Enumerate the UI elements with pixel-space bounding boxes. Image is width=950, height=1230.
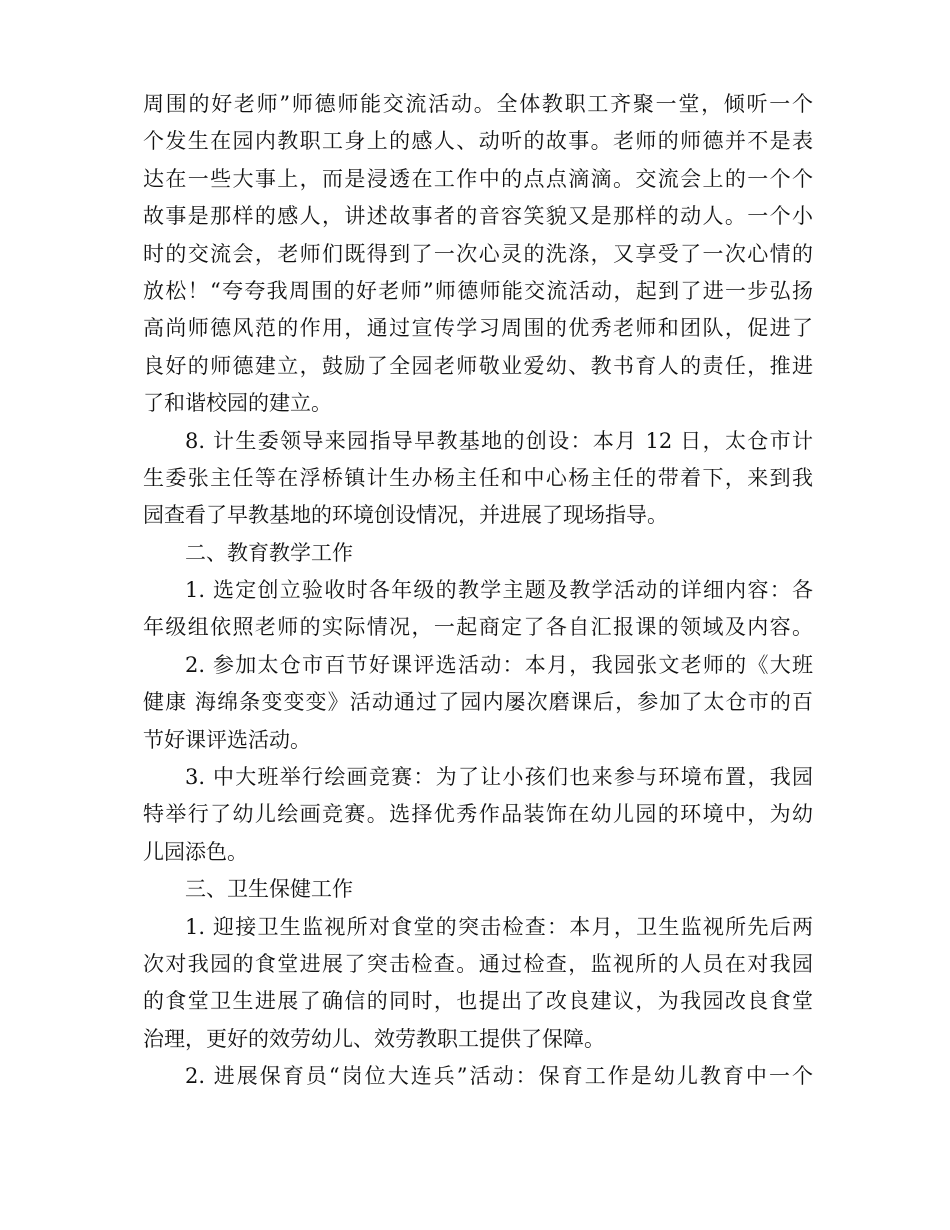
text-line: 达在一些大事上，而是浸透在工作中的点点滴滴。交流会上的一个个: [143, 166, 813, 191]
text-line: 治理，更好的效劳幼儿、效劳教职工提供了保障。: [143, 1026, 605, 1051]
text-line: 二、教育教学工作: [185, 540, 353, 565]
text-line: 了和谐校园的建立。: [143, 391, 332, 416]
text-line: 年级组依照老师的实际情况，一起商定了各自汇报课的领域及内容。: [143, 615, 813, 640]
text-line: 园查看了早教基地的环境创设情况，并进展了现场指导。: [143, 503, 668, 528]
text-line: 1. 选定创立验收时各年级的教学主题及教学活动的详细内容：各: [185, 578, 813, 603]
text-line: 良好的师德建立，鼓励了全园老师敬业爱幼、教书育人的责任，推进: [143, 353, 813, 378]
text-line: 次对我园的食堂进展了突击检查。通过检查，监视所的人员在对我园: [143, 951, 813, 976]
text-line: 健康 海绵条变变变》活动通过了园内屡次磨课后，参加了太仓市的百: [143, 690, 813, 715]
text-line: 2. 进展保育员“岗位大连兵”活动：保育工作是幼儿教育中一个: [185, 1064, 813, 1089]
text-line: 高尚师德风范的作用，通过宣传学习周围的优秀老师和团队，促进了: [143, 316, 813, 341]
text-line: 的食堂卫生进展了确信的同时，也提出了改良建议，为我园改良食堂: [143, 989, 813, 1014]
text-line: 三、卫生保健工作: [185, 877, 353, 902]
text-line: 个发生在园内教职工身上的感人、动听的故事。老师的师德并不是表: [143, 129, 813, 154]
text-line: 生委张主任等在浮桥镇计生办杨主任和中心杨主任的带着下，来到我: [143, 465, 813, 490]
text-line: 周围的好老师”师德师能交流活动。全体教职工齐聚一堂，倾听一个: [143, 92, 813, 116]
text-line: 1. 迎接卫生监视所对食堂的突击检查：本月，卫生监视所先后两: [185, 914, 813, 939]
text-line: 故事是那样的感人，讲述故事者的音容笑貌又是那样的动人。一个小: [143, 204, 813, 229]
text-line: 放松！“夸夸我周围的好老师”师德师能交流活动，起到了进一步弘扬: [143, 278, 813, 303]
text-line: 8. 计生委领导来园指导早教基地的创设：本月 12 日，太仓市计: [185, 428, 813, 453]
text-line: 3. 中大班举行绘画竞赛：为了让小孩们也来参与环境布置，我园: [185, 765, 813, 790]
text-line: 节好课评选活动。: [143, 727, 311, 752]
text-line: 时的交流会，老师们既得到了一次心灵的洗涤，又享受了一次心情的: [143, 241, 813, 266]
document-body: [143, 86, 813, 1096]
text-line: 2. 参加太仓市百节好课评选活动：本月，我园张文老师的《大班: [185, 652, 813, 677]
text-line: 特举行了幼儿绘画竞赛。选择优秀作品装饰在幼儿园的环境中，为幼: [143, 802, 813, 827]
text-line: 儿园添色。: [143, 839, 248, 864]
